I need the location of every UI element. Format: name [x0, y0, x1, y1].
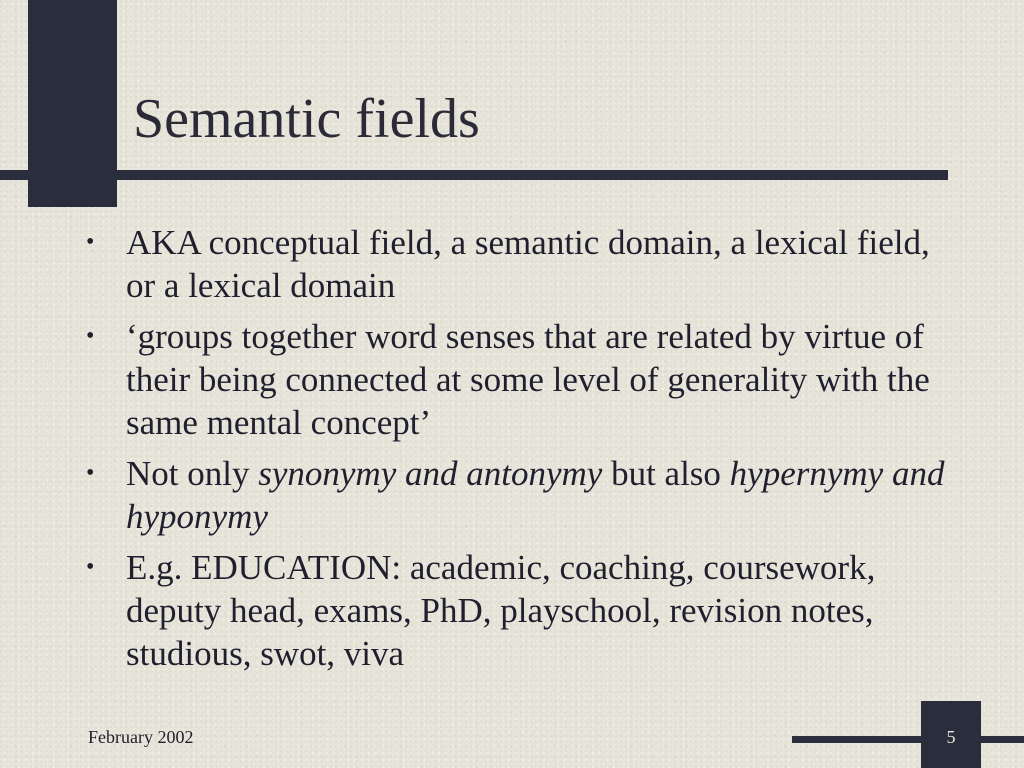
slide-title: Semantic fields: [133, 88, 480, 150]
footer-rule: [792, 736, 1024, 743]
bullet-marker: •: [86, 554, 95, 580]
bullet-item-education-example: [86, 546, 966, 675]
bullet-emphasis-synonymy-antonymy: synonymy and antonymy: [258, 454, 603, 493]
bullet-marker: •: [86, 460, 95, 486]
bullet-marker: •: [86, 323, 95, 349]
bullet-text: Not only: [126, 454, 259, 493]
bullet-item-definition-quote: [86, 315, 966, 444]
page-number: 5: [946, 727, 956, 747]
bullet-text: E.g. EDUCATION: academic, coaching, coursework, deputy head, exams, PhD, playschool, revision notes, studious, swot, viva: [126, 548, 876, 673]
bullet-text: ‘groups together word senses that are related by virtue of their being connected at some level of generality with the same mental concept’: [126, 317, 930, 442]
footer-date: February 2002: [88, 727, 194, 747]
bullet-item-aka: [86, 221, 966, 307]
bullet-text: AKA conceptual field, a semantic domain, a lexical field, or a lexical domain: [126, 223, 930, 305]
bullet-marker: •: [86, 229, 95, 255]
title-underline-rule: [0, 170, 948, 180]
bullet-list: [86, 221, 966, 683]
bullet-item-relations: [86, 452, 966, 538]
bullet-text: but also: [602, 454, 730, 493]
bullet-emphasis-hypernymy-hyponymy: hypernymy and hyponymy: [126, 454, 945, 536]
